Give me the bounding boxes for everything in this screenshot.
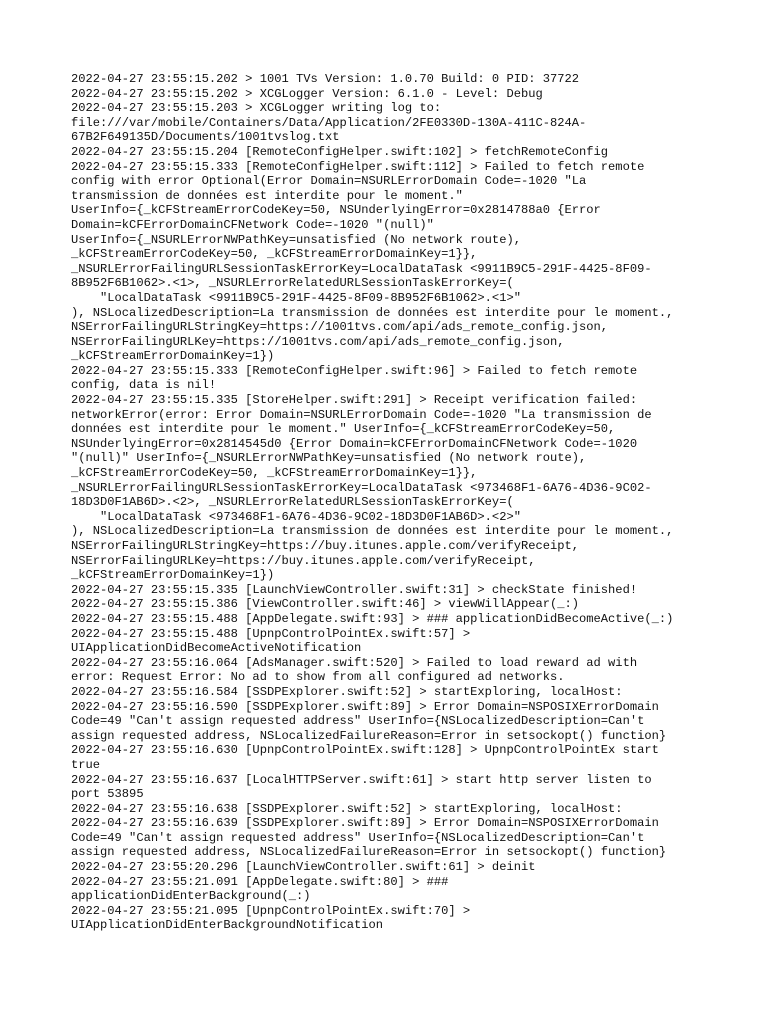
log-text-block bbox=[71, 72, 691, 933]
log-line: config with error Optional(Error Domain=NSURLErrorDomain Code=-1020 "La bbox=[71, 174, 587, 189]
log-line: _kCFStreamErrorDomainKey=1}) bbox=[71, 349, 275, 364]
log-line: Code=49 "Can't assign requested address" UserInfo={NSLocalizedDescription=Can't bbox=[71, 714, 645, 729]
log-line: 2022-04-27 23:55:21.095 [UpnpControlPointEx.swift:70] > bbox=[71, 903, 471, 918]
log-line: NSErrorFailingURLKey=https://buy.itunes.apple.com/verifyReceipt, bbox=[71, 553, 536, 568]
log-line: applicationDidEnterBackground(_:) bbox=[71, 889, 311, 904]
log-line: assign requested address, NSLocalizedFailureReason=Error in setsockopt() function} bbox=[71, 728, 667, 743]
log-line: 2022-04-27 23:55:16.584 [SSDPExplorer.swift:52] > startExploring, localHost: bbox=[71, 684, 623, 699]
log-line: _NSURLErrorFailingURLSessionTaskErrorKey=LocalDataTask <973468F1-6A76-4D36-9C02- bbox=[71, 480, 652, 495]
log-line: assign requested address, NSLocalizedFailureReason=Error in setsockopt() function} bbox=[71, 845, 667, 860]
log-line: données est interdite pour le moment." UserInfo={_kCFStreamErrorCodeKey=50, bbox=[71, 422, 616, 437]
log-line: 67B2F649135D/Documents/1001tvslog.txt bbox=[71, 130, 340, 145]
log-line: 2022-04-27 23:55:15.333 [RemoteConfigHelper.swift:96] > Failed to fetch remote bbox=[71, 363, 638, 378]
log-line: _kCFStreamErrorCodeKey=50, _kCFStreamErrorDomainKey=1}}, bbox=[71, 247, 478, 262]
log-line: 2022-04-27 23:55:15.335 [StoreHelper.swift:291] > Receipt verification failed: bbox=[71, 393, 638, 408]
log-line: NSUnderlyingError=0x2814545d0 {Error Domain=kCFErrorDomainCFNetwork Code=-1020 bbox=[71, 436, 638, 451]
log-line: NSErrorFailingURLKey=https://1001tvs.com/api/ads_remote_config.json, bbox=[71, 334, 565, 349]
log-line: _NSURLErrorFailingURLSessionTaskErrorKey=LocalDataTask <9911B9C5-291F-4425-8F09- bbox=[71, 261, 652, 276]
log-line: "(null)" UserInfo={_NSURLErrorNWPathKey=unsatisfied (No network route), bbox=[71, 451, 587, 466]
log-line: 2022-04-27 23:55:16.630 [UpnpControlPointEx.swift:128] > UpnpControlPointEx start bbox=[71, 743, 659, 758]
log-line: 2022-04-27 23:55:15.202 > 1001 TVs Version: 1.0.70 Build: 0 PID: 37722 bbox=[71, 72, 580, 86]
log-line: 2022-04-27 23:55:15.204 [RemoteConfigHelper.swift:102] > fetchRemoteConfig bbox=[71, 144, 609, 159]
log-line: "LocalDataTask <9911B9C5-291F-4425-8F09-8B952F6B1062>.<1>" bbox=[71, 290, 521, 305]
log-line: 2022-04-27 23:55:15.488 [UpnpControlPointEx.swift:57] > bbox=[71, 626, 471, 641]
log-line: UIApplicationDidEnterBackgroundNotification bbox=[71, 918, 384, 933]
log-line: port 53895 bbox=[71, 787, 144, 802]
log-line: networkError(error: Error Domain=NSURLErrorDomain Code=-1020 "La transmission de bbox=[71, 407, 652, 422]
log-line: 2022-04-27 23:55:16.638 [SSDPExplorer.swift:52] > startExploring, localHost: bbox=[71, 801, 623, 816]
log-line: _kCFStreamErrorDomainKey=1}) bbox=[71, 568, 275, 583]
log-line: 2022-04-27 23:55:15.202 > XCGLogger Version: 6.1.0 - Level: Debug bbox=[71, 86, 543, 101]
log-line: 2022-04-27 23:55:15.203 > XCGLogger writing log to: bbox=[71, 101, 442, 116]
log-line: UserInfo={_kCFStreamErrorCodeKey=50, NSUnderlyingError=0x2814788a0 {Error bbox=[71, 203, 601, 218]
log-line: "LocalDataTask <973468F1-6A76-4D36-9C02-18D3D0F1AB6D>.<2>" bbox=[71, 509, 521, 524]
log-line: config, data is nil! bbox=[71, 378, 217, 393]
log-line: error: Request Error: No ad to show from all configured ad networks. bbox=[71, 670, 565, 685]
log-line: 2022-04-27 23:55:21.091 [AppDelegate.swift:80] > ### bbox=[71, 874, 449, 889]
log-line: 8B952F6B1062>.<1>, _NSURLErrorRelatedURLSessionTaskErrorKey=( bbox=[71, 276, 514, 291]
log-line: ), NSLocalizedDescription=La transmission de données est interdite pour le moment., bbox=[71, 305, 674, 320]
log-line: 2022-04-27 23:55:16.637 [LocalHTTPServer.swift:61] > start http server listen to bbox=[71, 772, 652, 787]
log-line: true bbox=[71, 757, 101, 772]
log-line: 18D3D0F1AB6D>.<2>, _NSURLErrorRelatedURLSessionTaskErrorKey=( bbox=[71, 495, 514, 510]
log-line: 2022-04-27 23:55:15.333 [RemoteConfigHelper.swift:112] > Failed to fetch remote bbox=[71, 159, 645, 174]
log-line: 2022-04-27 23:55:15.488 [AppDelegate.swift:93] > ### applicationDidBecomeActive(_:) bbox=[71, 611, 674, 626]
log-line: ), NSLocalizedDescription=La transmission de données est interdite pour le moment., bbox=[71, 524, 674, 539]
log-line: 2022-04-27 23:55:15.386 [ViewController.swift:46] > viewWillAppear(_:) bbox=[71, 597, 580, 612]
log-line: 2022-04-27 23:55:16.639 [SSDPExplorer.swift:89] > Error Domain=NSPOSIXErrorDomain bbox=[71, 816, 659, 831]
log-line: UIApplicationDidBecomeActiveNotification bbox=[71, 641, 362, 656]
log-line: NSErrorFailingURLStringKey=https://1001tvs.com/api/ads_remote_config.json, bbox=[71, 320, 609, 335]
log-line: Code=49 "Can't assign requested address" UserInfo={NSLocalizedDescription=Can't bbox=[71, 830, 645, 845]
log-line: transmission de données est interdite pour le moment." bbox=[71, 188, 463, 203]
log-line: _kCFStreamErrorCodeKey=50, _kCFStreamErrorDomainKey=1}}, bbox=[71, 466, 478, 481]
log-line: 2022-04-27 23:55:15.335 [LaunchViewController.swift:31] > checkState finished! bbox=[71, 582, 638, 597]
log-line: 2022-04-27 23:55:16.064 [AdsManager.swift:520] > Failed to load reward ad with bbox=[71, 655, 638, 670]
log-line: NSErrorFailingURLStringKey=https://buy.itunes.apple.com/verifyReceipt, bbox=[71, 539, 580, 553]
log-line: file:///var/mobile/Containers/Data/Application/2FE0330D-130A-411C-824A- bbox=[71, 115, 587, 130]
log-line: Domain=kCFErrorDomainCFNetwork Code=-1020 "(null)" bbox=[71, 217, 434, 232]
log-line: 2022-04-27 23:55:20.296 [LaunchViewController.swift:61] > deinit bbox=[71, 860, 536, 875]
log-line: 2022-04-27 23:55:16.590 [SSDPExplorer.swift:89] > Error Domain=NSPOSIXErrorDomain bbox=[71, 699, 659, 714]
log-line: UserInfo={_NSURLErrorNWPathKey=unsatisfied (No network route), bbox=[71, 232, 521, 247]
